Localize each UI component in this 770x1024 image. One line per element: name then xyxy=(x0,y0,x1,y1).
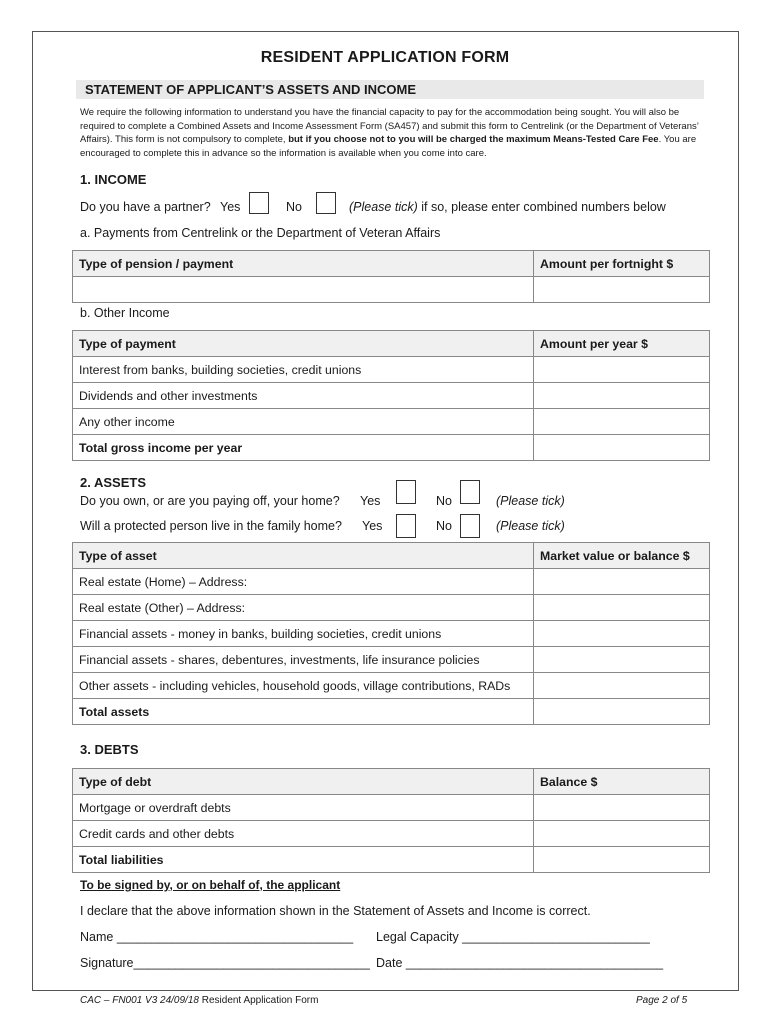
table-row xyxy=(73,795,710,821)
table-header-row xyxy=(73,331,710,357)
credit-card-balance-input[interactable] xyxy=(534,821,710,847)
table-header-row xyxy=(73,251,710,277)
payment-type-header: Type of payment xyxy=(73,331,534,357)
mortgage-balance-input[interactable] xyxy=(534,795,710,821)
other-real-estate-value-input[interactable] xyxy=(534,595,710,621)
protected-person-question: Will a protected person live in the family home? xyxy=(80,519,342,533)
footer-code: CAC – FN001 V3 24/09/18 xyxy=(80,995,199,1006)
home-yes-label: Yes xyxy=(360,494,381,508)
asset-row-label: Financial assets - shares, debentures, investments, life insurance policies xyxy=(73,647,534,673)
other-assets-value-input[interactable] xyxy=(534,673,710,699)
total-liabilities-input[interactable] xyxy=(534,847,710,873)
home-yes-checkbox[interactable] xyxy=(396,480,416,504)
assets-table xyxy=(72,542,710,725)
amount-year-header: Amount per year $ xyxy=(534,331,710,357)
signature-field[interactable]: Signature__________________________________ xyxy=(80,956,370,970)
pension-type-header: Type of pension / payment xyxy=(73,251,534,277)
total-row xyxy=(73,699,710,725)
debt-row-label: Credit cards and other debts xyxy=(73,821,534,847)
home-please-tick: (Please tick) xyxy=(496,494,565,508)
table-row xyxy=(73,595,710,621)
total-income-input[interactable] xyxy=(534,435,710,461)
income-heading: 1. INCOME xyxy=(80,172,147,187)
partner-yes-checkbox[interactable] xyxy=(249,192,269,214)
protected-please-tick: (Please tick) xyxy=(496,519,565,533)
income-row-label: Dividends and other investments xyxy=(73,383,534,409)
home-ownership-question: Do you own, or are you paying off, your home? xyxy=(80,494,340,508)
footer-form-code xyxy=(80,995,318,1006)
debt-row-label: Mortgage or overdraft debts xyxy=(73,795,534,821)
table-row xyxy=(73,673,710,699)
total-row xyxy=(73,847,710,873)
legal-capacity-field[interactable]: Legal Capacity ___________________________ xyxy=(376,930,650,944)
intro-paragraph xyxy=(80,106,708,160)
name-field[interactable]: Name __________________________________ xyxy=(80,930,354,944)
protected-no-checkbox[interactable] xyxy=(460,514,480,538)
total-assets-input[interactable] xyxy=(534,699,710,725)
asset-type-header: Type of asset xyxy=(73,543,534,569)
income-row-label: Interest from banks, building societies, credit unions xyxy=(73,357,534,383)
shares-value-input[interactable] xyxy=(534,647,710,673)
table-row xyxy=(73,357,710,383)
section-heading: STATEMENT OF APPLICANT’S ASSETS AND INCOME xyxy=(76,80,704,99)
intro-bold-text: but if you choose not to you will be charged the maximum Means-Tested Care Fee xyxy=(288,134,659,146)
pension-type-input[interactable] xyxy=(73,277,534,303)
please-tick-label: (Please tick) xyxy=(349,200,418,214)
partner-no-label: No xyxy=(286,200,302,214)
asset-row-label: Real estate (Home) – Address: xyxy=(73,569,534,595)
bank-assets-value-input[interactable] xyxy=(534,621,710,647)
home-no-checkbox[interactable] xyxy=(460,480,480,504)
pension-table xyxy=(72,250,710,303)
declaration-text: I declare that the above information shown in the Statement of Assets and Income is correct. xyxy=(80,904,591,918)
table-row xyxy=(73,383,710,409)
other-income-table xyxy=(72,330,710,461)
debts-heading: 3. DEBTS xyxy=(80,742,139,757)
signature-heading: To be signed by, or on behalf of, the applicant xyxy=(80,878,341,892)
asset-row-label: Financial assets - money in banks, building societies, credit unions xyxy=(73,621,534,647)
table-row xyxy=(73,569,710,595)
pension-amount-input[interactable] xyxy=(534,277,710,303)
other-income-amount-input[interactable] xyxy=(534,409,710,435)
partner-tick-note xyxy=(349,200,666,214)
partner-note: if so, please enter combined numbers below xyxy=(417,200,666,214)
total-assets-label: Total assets xyxy=(73,699,534,725)
partner-question: Do you have a partner? xyxy=(80,200,211,214)
market-value-header: Market value or balance $ xyxy=(534,543,710,569)
other-income-subheading: b. Other Income xyxy=(80,306,170,320)
total-liabilities-label: Total liabilities xyxy=(73,847,534,873)
protected-no-label: No xyxy=(436,519,452,533)
table-header-row xyxy=(73,543,710,569)
payments-subheading: a. Payments from Centrelink or the Department of Veteran Affairs xyxy=(80,226,441,240)
assets-heading: 2. ASSETS xyxy=(80,475,146,490)
protected-yes-checkbox[interactable] xyxy=(396,514,416,538)
page-number: Page 2 of 5 xyxy=(636,995,688,1006)
total-row xyxy=(73,435,710,461)
debts-table xyxy=(72,768,710,873)
protected-yes-label: Yes xyxy=(362,519,383,533)
table-row xyxy=(73,409,710,435)
income-row-label: Any other income xyxy=(73,409,534,435)
home-value-input[interactable] xyxy=(534,569,710,595)
asset-row-label: Other assets - including vehicles, household goods, village contributions, RADs xyxy=(73,673,534,699)
form-title: RESIDENT APPLICATION FORM xyxy=(260,49,510,66)
table-row xyxy=(73,621,710,647)
dividends-amount-input[interactable] xyxy=(534,383,710,409)
intro-text-2: . You are encouraged to complete this in advance so the information is available when you come into care. xyxy=(80,134,697,159)
asset-row-label: Real estate (Other) – Address: xyxy=(73,595,534,621)
table-row xyxy=(73,821,710,847)
amount-fortnight-header: Amount per fortnight $ xyxy=(534,251,710,277)
total-income-label: Total gross income per year xyxy=(73,435,534,461)
home-no-label: No xyxy=(436,494,452,508)
footer-form-name: Resident Application Form xyxy=(198,995,319,1006)
partner-no-checkbox[interactable] xyxy=(316,192,336,214)
table-row xyxy=(73,647,710,673)
intro-text-1: We require the following information to understand you have the financial capacity to pay for the accommodation being sought. You will also be required to complete a Combined Assets and Income Assessment Form (SA457) and submit this form to Centrelink (or the Department of Veterans’ Affairs). This form is not compulsory to complete, xyxy=(80,107,699,146)
date-field[interactable]: Date _____________________________________ xyxy=(376,956,664,970)
interest-amount-input[interactable] xyxy=(534,357,710,383)
balance-header: Balance $ xyxy=(534,769,710,795)
table-row xyxy=(73,277,710,303)
table-header-row xyxy=(73,769,710,795)
debt-type-header: Type of debt xyxy=(73,769,534,795)
partner-yes-label: Yes xyxy=(220,200,241,214)
